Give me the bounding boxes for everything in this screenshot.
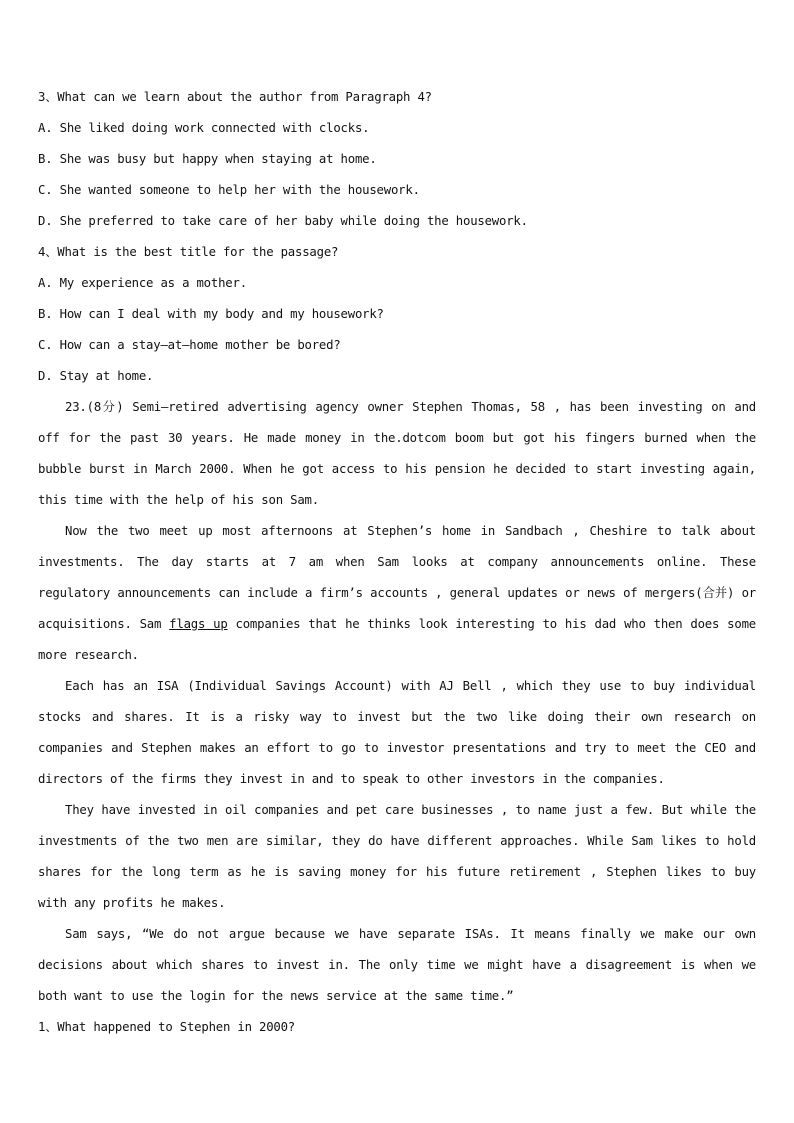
document-page [38, 82, 756, 1043]
question-4: 4、What is the best title for the passage? [38, 245, 339, 259]
question-3: 3、What can we learn about the author from Paragraph 4? [38, 90, 432, 104]
passage-paragraph-2-text-start: Now the two meet up most afternoons at Stephen’s home in Sandbach , Cheshire to talk about investments. The day starts at 7 am when Sam looks at company announcements online. These regulatory announcements can include a firm’s accounts , general updates or news of mergers(合并) or acquisitions. Sam [38, 524, 756, 631]
question-3-option-c: C. She wanted someone to help her with the housework. [38, 183, 420, 197]
question-3-option-b: B. She was busy but happy when staying at home. [38, 152, 377, 166]
passage-paragraph-1: 23.(8分) Semi—retired advertising agency owner Stephen Thomas, 58 , has been investing on and off for the past 30 years. He made money in the.dotcom boom but got his fingers burned when the bubble burst in March 2000. When he got access to his pension he decided to start investing again, this time with the help of his son Sam. [38, 400, 756, 507]
passage-paragraph-2 [38, 516, 756, 671]
question-3-option-d: D. She preferred to take care of her baby while doing the housework. [38, 214, 528, 228]
question-4-option-b: B. How can I deal with my body and my housework? [38, 307, 384, 321]
passage-paragraph-4: They have invested in oil companies and pet care businesses , to name just a few. But while the investments of the two men are similar, they do have different approaches. While Sam likes to hold shares for the long term as he is saving money for his future retirement , Stephen likes to buy with any profits he makes. [38, 803, 756, 910]
question-4-option-c: C. How can a stay—at—home mother be bored? [38, 338, 341, 352]
question-3-option-a: A. She liked doing work connected with clocks. [38, 121, 370, 135]
passage-paragraph-5: Sam says, “We do not argue because we have separate ISAs. It means finally we make our own decisions about which shares to invest in. The only time we might have a disagreement is when we both want to use the login for the news service at the same time.” [38, 927, 756, 1003]
underlined-phrase: flags up [169, 617, 228, 631]
passage-paragraph-3: Each has an ISA (Individual Savings Account) with AJ Bell , which they use to buy individual stocks and shares. It is a risky way to invest but the two like doing their own research on companies and Stephen makes an effort to go to investor presentations and try to meet the CEO and directors of the firms they invest in and to speak to other investors in the companies. [38, 679, 756, 786]
passage-paragraph-2-text-end: companies that he thinks look interesting to his dad who then does some more research. [38, 617, 756, 662]
question-1: 1、What happened to Stephen in 2000? [38, 1020, 296, 1034]
question-4-option-a: A. My experience as a mother. [38, 276, 247, 290]
question-4-option-d: D. Stay at home. [38, 369, 154, 383]
